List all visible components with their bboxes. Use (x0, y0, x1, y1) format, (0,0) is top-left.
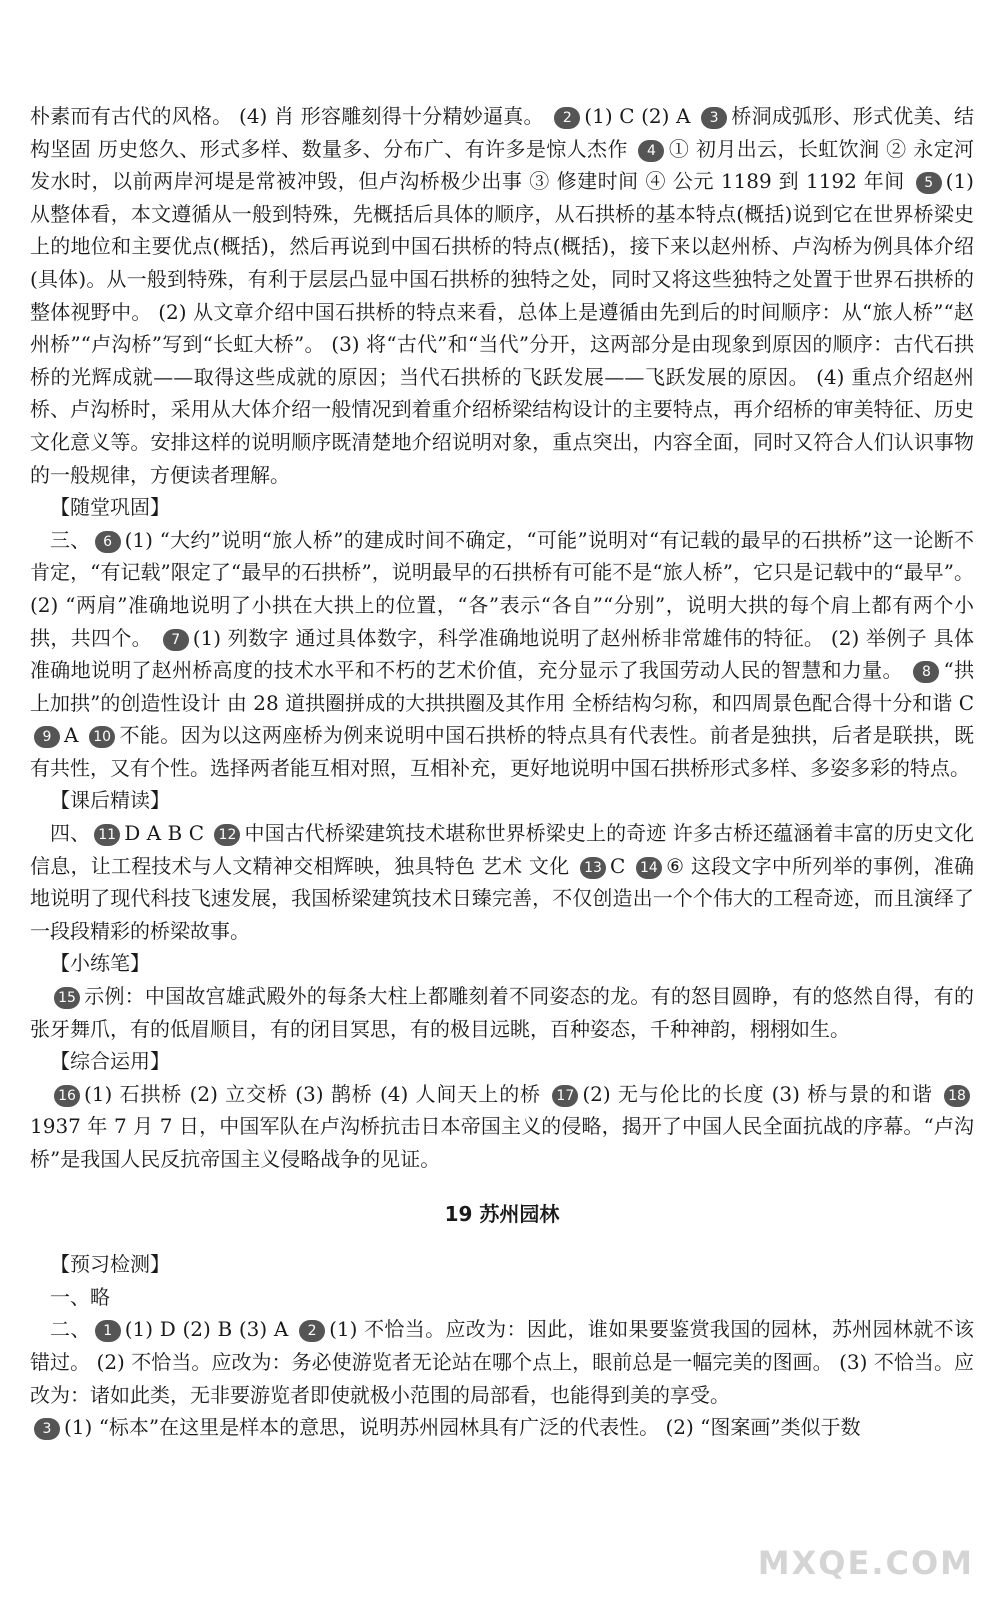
answer-text: ① 初月出云，长虹饮涧 ② 永定河发水时，以前两岸河堤是常被冲毁，但卢沟桥极少出事 ③ 修建时间 ④ 公元 1189 到 1192 年间 (30, 136, 975, 194)
question-number-badge: 2 (554, 107, 580, 129)
answer-text: 二、 (50, 1317, 91, 1342)
question-number-badge: 17 (552, 1085, 578, 1107)
answer-text: (1) D (2) B (3) A (124, 1317, 296, 1342)
answer-text: (1) 从整体看，本文遵循从一般到特殊，先概括后具体的顺序，从石拱桥的基本特点(概括)说到它在世界桥梁史上的地位和主要优点(概括)，然后再说到中国石拱桥的特点(概括)，接下来以赵州桥、卢沟桥为例具体介绍(具体)。从一般到特殊，有利于层层凸显中国石拱桥的独特之处，同时又将这些独特之处置于世界石拱桥的整体视野中。 (2) 从文章介绍中国石拱桥的特点来看，总体上是遵循由先到后的时间顺序：从“旅人桥”“赵州桥”“卢沟桥”写到“长虹大桥”。 (3) 将“古代”和“当代”分开，这两部分是由现象到原因的顺序：古代石拱桥的光辉成就——取得这些成就的原因；当代石拱桥的飞跃发展——飞跃发展的原因。 (4) 重点介绍赵州桥、卢沟桥时，采用从大体介绍一般情况到着重介绍桥梁结构设计的主要特点，再介绍桥的审美特征、历史文化意义等。安排这样的说明顺序既清楚地介绍说明对象，重点突出，内容全面，同时又符合人们认识事物的一般规律，方便读者理解。 (30, 169, 974, 487)
answer-content (30, 100, 974, 1444)
answer-text: 1937 年 7 月 7 日，中国军队在卢沟桥抗击日本帝国主义的侵略，揭开了中国人民全面抗战的序幕。“卢沟桥”是我国人民反抗帝国主义侵略战争的见证。 (30, 1114, 974, 1171)
answer-text: 桥洞成弧形、形式优美、结构坚固 历史悠久、形式多样、数量多、分布广、有许多是惊人杰作 (30, 104, 975, 161)
answer-text: 中国古代桥梁建筑技术堪称世界桥梁史上的奇迹 许多古桥还蕴涵着丰富的历史文化信息，让工程技术与人文精神交相辉映，独具特色 艺术 文化 (30, 821, 975, 878)
question-number-badge: 6 (95, 531, 121, 553)
chapter-title: 19 苏州园林 (444, 1201, 560, 1226)
question-number-badge: 10 (89, 726, 115, 748)
question-number-badge: 9 (34, 726, 60, 748)
question-number-badge: 14 (636, 857, 662, 879)
question-number-badge: 2 (299, 1320, 325, 1342)
question-number-badge: 12 (214, 824, 240, 846)
answer-text: (1) 不恰当。应改为：因此，谁如果要鉴赏我国的园林，苏州园林就不该错过。 (2) 不恰当。应改为：务必使游览者无论站在哪个点上，眼前总是一幅完美的图画。 (3) 不恰当。应改为：诸如此类，无非要游览者即使就极小范围的局部看，也能得到美的享受。 (30, 1317, 975, 1407)
answer-paragraph (30, 980, 974, 1045)
answer-text: D A B C (124, 821, 211, 846)
question-number-badge: 7 (163, 629, 189, 651)
answer-text: (2) 无与伦比的长度 (3) 桥与景的和谐 (582, 1081, 941, 1106)
answer-text: (1) C (2) A (584, 104, 698, 128)
question-number-badge: 11 (94, 824, 120, 846)
section-heading: 【预习检测】 (50, 1252, 170, 1277)
answer-text: 三、 (50, 527, 91, 552)
answer-text: 朴素而有古代的风格。 (4) 肖 形容雕刻得十分精妙逼真。 (30, 104, 551, 128)
section-heading: 【综合运用】 (50, 1049, 170, 1074)
question-number-badge: 16 (54, 1085, 80, 1107)
question-number-badge: 18 (944, 1085, 970, 1107)
question-number-badge: 15 (54, 987, 80, 1009)
answer-text: (1) “大约”说明“旅人桥”的建成时间不确定，“可能”说明对“有记载的最早的石拱桥”这一论断不肯定，“有记载”限定了“最早的石拱桥”，说明最早的石拱桥有可能不是“旅人桥”，它只是记载中的“最早”。 (2) “两肩”准确地说明了小拱在大拱上的位置，“各”表示“各自”“分别”，说明大拱的每个肩上都有两个小拱，共四个。 (30, 527, 975, 650)
question-number-badge: 1 (95, 1320, 121, 1342)
question-number-badge: 13 (580, 857, 606, 879)
answer-text: 一、略 (50, 1284, 110, 1309)
answer-text: (1) 列数字 通过具体数字，科学准确地说明了赵州桥非常雄伟的特征。 (2) 举例子 具体准确地说明了赵州桥高度的技术水平和不朽的艺术价值，充分显示了我国劳动人民的智慧和力量。 (30, 625, 975, 683)
section-heading: 【随堂巩固】 (50, 495, 170, 520)
question-number-badge: 8 (913, 661, 939, 683)
answer-paragraph (30, 100, 974, 491)
section-heading: 【小练笔】 (50, 951, 150, 976)
answer-paragraph (30, 1411, 974, 1444)
answer-text: 四、 (50, 821, 91, 846)
answer-paragraph (30, 524, 974, 785)
answer-text: “拱上加拱”的创造性设计 由 28 道拱圈拼成的大拱拱圈及其作用 全桥结构匀称，和四周景色配合得十分和谐 C (30, 658, 974, 715)
answer-paragraph (30, 1281, 974, 1314)
answer-text: (1) “标本”在这里是样本的意思，说明苏州园林具有广泛的代表性。 (2) “图案画”类似于数 (64, 1415, 861, 1440)
answer-text: 不能。因为以这两座桥为例来说明中国石拱桥的特点具有代表性。前者是独拱，后者是联拱，既有共性，又有个性。选择两者能互相对照，互相补充，更好地说明中国石拱桥形式多样、多姿多彩的特点。 (30, 723, 974, 780)
question-number-badge: 3 (701, 107, 727, 129)
section-heading: 【课后精读】 (50, 788, 170, 813)
answer-text: C (609, 853, 632, 878)
answer-paragraph (30, 1313, 974, 1411)
site-watermark: MXQE.COM (757, 1544, 974, 1582)
answer-text: 示例：中国故宫雄武殿外的每条大柱上都雕刻着不同姿态的龙。有的怒目圆睁，有的悠然自得，有的张牙舞爪，有的低眉顺目，有的闭目冥思，有的极目远眺，百种姿态，千种神韵，栩栩如生。 (30, 984, 974, 1041)
answer-paragraph (30, 1078, 974, 1176)
answer-text: A (64, 723, 86, 748)
answer-text: ⑥ 这段文字中所列举的事例，准确地说明了现代科技飞速发展，我国桥梁建筑技术日臻完善，不仅创造出一个个伟大的工程奇迹，而且演绎了一段段精彩的桥梁故事。 (30, 853, 974, 943)
question-number-badge: 4 (638, 140, 664, 162)
question-number-badge: 5 (916, 172, 942, 194)
answer-paragraph (30, 817, 974, 947)
question-number-badge: 3 (34, 1418, 60, 1440)
answer-text: (1) 石拱桥 (2) 立交桥 (3) 鹊桥 (4) 人间天上的桥 (84, 1081, 549, 1106)
